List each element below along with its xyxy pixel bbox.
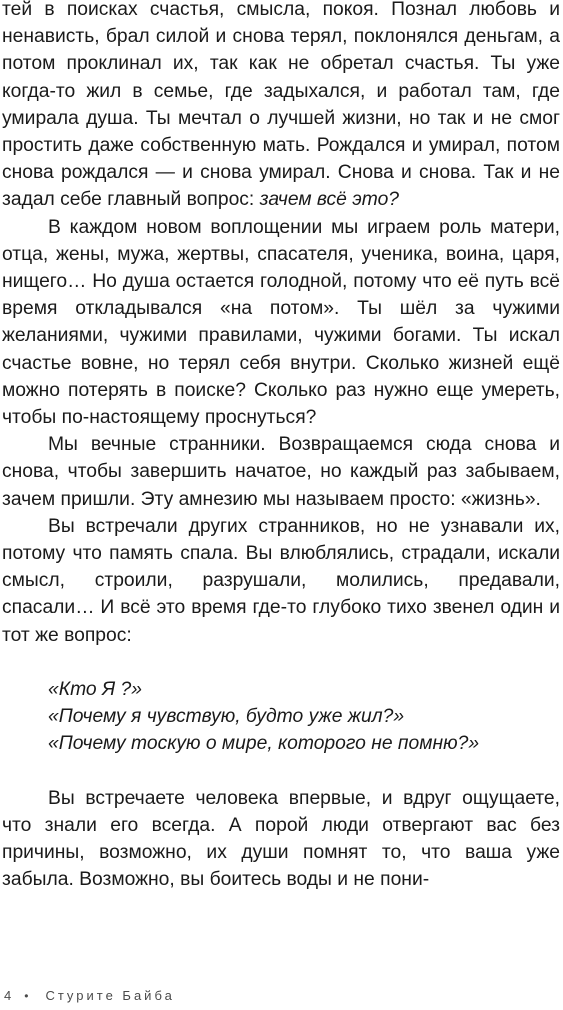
bullet-icon: • xyxy=(24,989,32,1003)
paragraph-continued xyxy=(2,0,560,214)
italic-question: зачем всё это? xyxy=(259,189,400,211)
paragraph: Мы вечные странники. Возвращаемся сюда снова и снова, чтобы завершить начатое, но каждый раз забываем, зачем пришли. Эту амнезию мы называем просто: «жизнь». xyxy=(2,434,560,510)
quote-line: «Кто Я ?» xyxy=(48,679,142,701)
paragraph: В каждом новом воплощении мы играем роль матери, отца, жены, мужа, жертвы, спасателя, ученика, воина, царя, нищего… Но душа остается голодной, потому что её путь всё время откладывался «на потом». Ты шёл за чужими желаниями, чужими правилами, чужими богами. Ты искал счастье вовне, но терял себя внутри. Сколько жизней ещё можно потерять в поиске? Сколько раз нужно еще умереть, чтобы по-настоящему проснуться? xyxy=(2,216,560,429)
paragraph-text: тей в поисках счастья, смысла, покоя. Познал любовь и ненависть, брал силой и снова терял, поклонялся деньгам, а потом проклинал их, так как не обретал счастья. Ты уже когда-то жил в семье, где задыхался, и работал там, где умирала душа. Ты мечтал о лучшей жизни, но так и не смог простить даже собственную мать. Рождался и умирал, потом снова рождался — и снова умирал. Снова и снова. Так и не задал себе главный вопрос: xyxy=(2,0,560,211)
quote-line: «Почему я чувствую, будто уже жил?» xyxy=(48,706,405,728)
page-footer xyxy=(4,988,175,1003)
quote-line: «Почему тоскую о мире, которого не помню?» xyxy=(48,733,480,755)
blank-line xyxy=(2,649,560,676)
blank-line xyxy=(2,758,560,785)
page-number: 4 xyxy=(4,988,15,1003)
paragraph: Вы встречали других странников, но не узнавали их, потому что память спала. Вы влюблялись, страдали, искали смысл, строили, разрушали, молились, предавали, спасали… И всё это время где-то глубоко тихо звенел один и тот же вопрос: xyxy=(2,515,560,646)
body-text xyxy=(2,0,560,894)
running-author: Стурите Байба xyxy=(45,988,175,1003)
paragraph: Вы встречаете человека впервые, и вдруг ощущаете, что знали его всегда. А порой люди отвергают вас без причины, возможно, их души помнят то, что ваша уже забыла. Возможно, вы боитесь воды и не пони- xyxy=(2,787,560,891)
